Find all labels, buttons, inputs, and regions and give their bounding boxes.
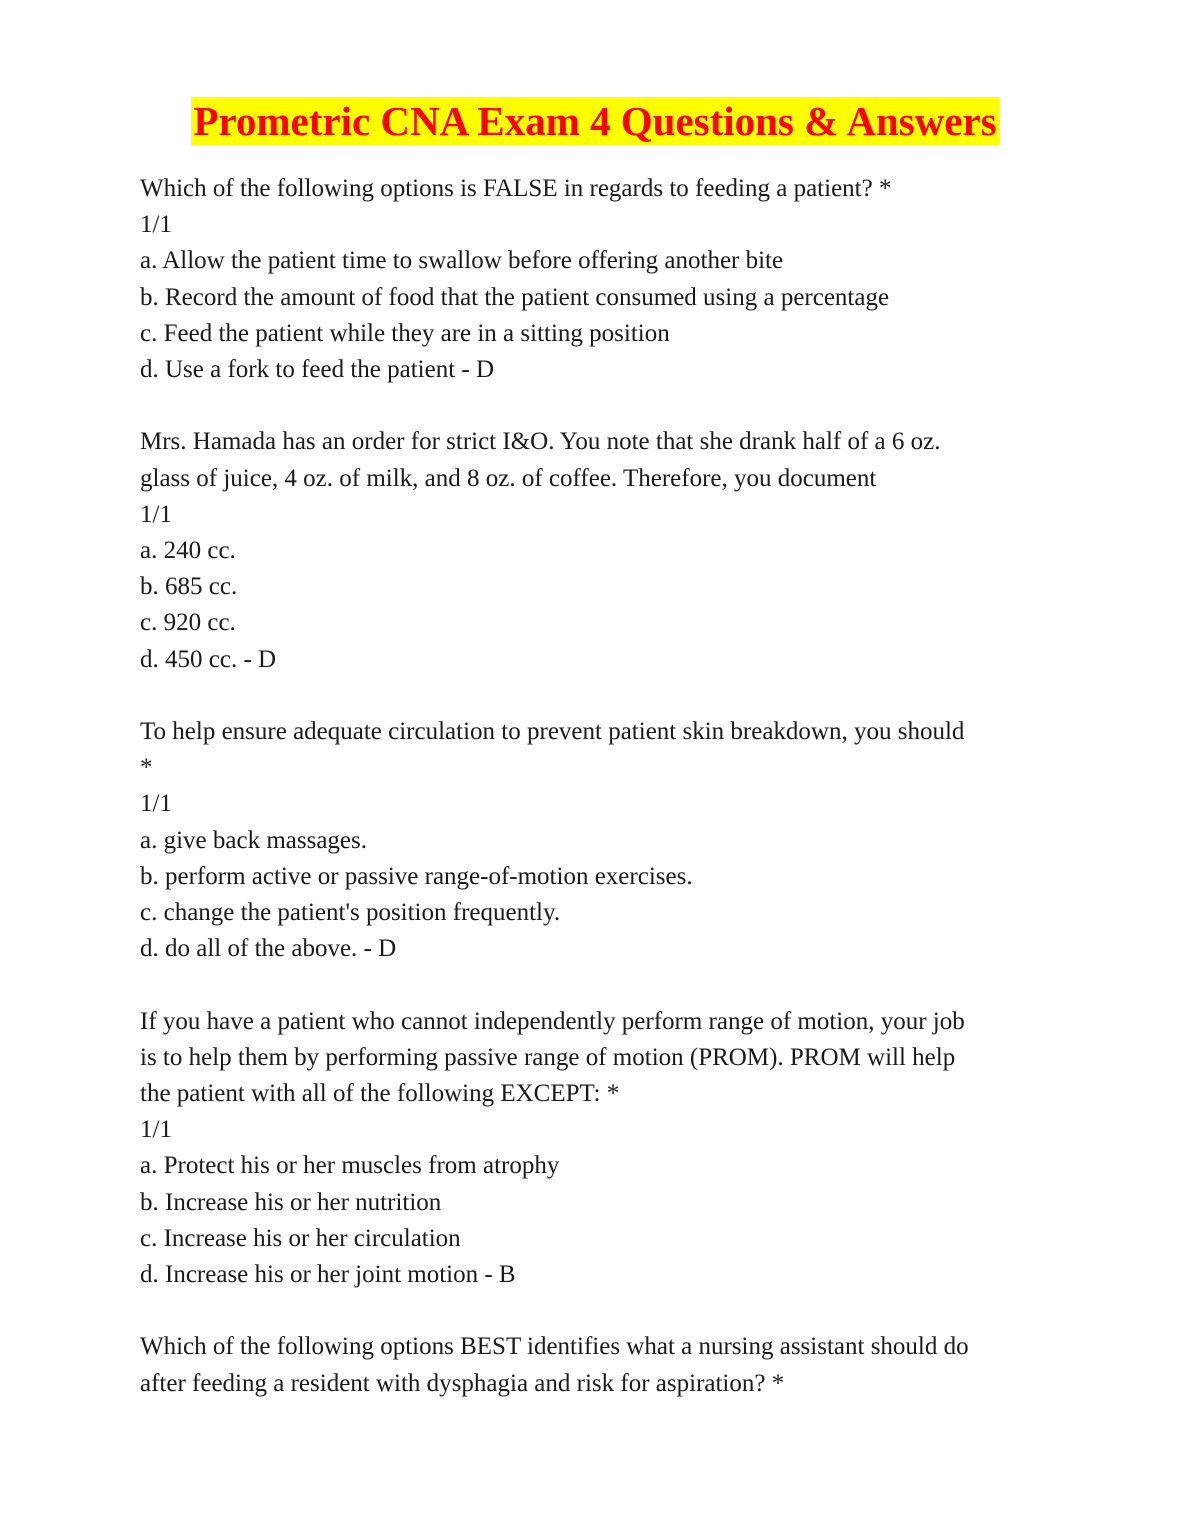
question-prompt-line: the patient with all of the following EXCEPT: * [140, 1080, 620, 1108]
answer-option-a: a. give back massages. [140, 826, 368, 854]
question-prompt-line: If you have a patient who cannot independently perform range of motion, your job [140, 1007, 965, 1035]
answer-option-c: c. Feed the patient while they are in a sitting position [140, 319, 670, 347]
document-title: Prometric CNA Exam 4 Questions & Answers [193, 98, 997, 144]
answer-option-b: b. Increase his or her nutrition [140, 1188, 442, 1216]
question-prompt-line: glass of juice, 4 oz. of milk, and 8 oz. of coffee. Therefore, you document [140, 464, 877, 492]
question-prompt-line: * [140, 754, 153, 782]
answer-option-b: b. Record the amount of food that the patient consumed using a percentage [140, 283, 890, 311]
question-2 [140, 424, 1060, 677]
question-3 [140, 714, 1060, 967]
question-list [140, 171, 1060, 1438]
question-prompt-line: after feeding a resident with dysphagia and risk for aspiration? * [140, 1369, 785, 1397]
question-5 [140, 1329, 1060, 1401]
question-prompt-line: Which of the following options BEST identifies what a nursing assistant should do [140, 1333, 969, 1361]
question-1 [140, 171, 1060, 388]
question-4 [140, 1004, 1060, 1294]
answer-option-d: d. Use a fork to feed the patient - D [140, 356, 495, 384]
question-prompt: Which of the following options is FALSE in regards to feeding a patient? * [140, 175, 892, 202]
question-score: 1/1 [140, 790, 172, 818]
answer-option-a: a. 240 cc. [140, 537, 236, 565]
question-score: 1/1 [140, 211, 172, 239]
answer-option-c: c. change the patient's position frequently. [140, 899, 561, 927]
answer-option-c: c. Increase his or her circulation [140, 1224, 461, 1252]
answer-option-d: d. 450 cc. - D [140, 645, 277, 673]
answer-option-a: a. Allow the patient time to swallow before offering another bite [140, 247, 784, 275]
answer-option-b: b. 685 cc. [140, 573, 238, 601]
question-prompt-line: is to help them by performing passive range of motion (PROM). PROM will help [140, 1043, 956, 1071]
answer-option-d: d. Increase his or her joint motion - B [140, 1261, 516, 1289]
answer-option-b: b. perform active or passive range-of-motion exercises. [140, 862, 693, 890]
question-score: 1/1 [140, 500, 172, 528]
question-prompt-line: To help ensure adequate circulation to prevent patient skin breakdown, you should [140, 718, 965, 746]
answer-option-a: a. Protect his or her muscles from atrophy [140, 1152, 560, 1180]
title-container [0, 97, 1190, 145]
answer-option-d: d. do all of the above. - D [140, 935, 397, 963]
question-score: 1/1 [140, 1116, 172, 1144]
answer-option-c: c. 920 cc. [140, 609, 236, 637]
question-prompt-line: Mrs. Hamada has an order for strict I&O. You note that she drank half of a 6 oz. [140, 428, 941, 456]
